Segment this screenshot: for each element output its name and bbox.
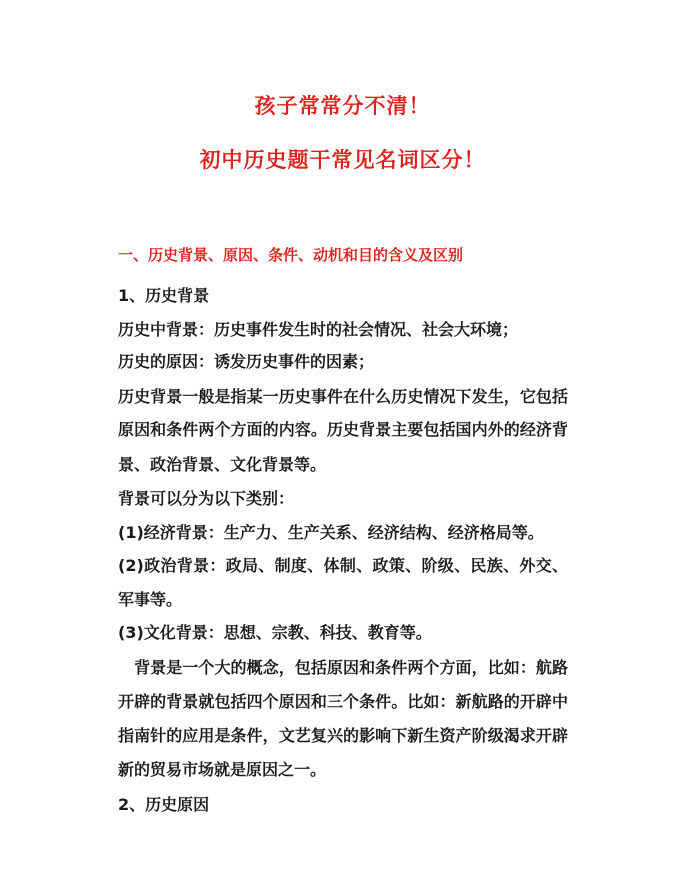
paragraph-line: 原因和条件两个方面的内容。历史背景主要包括国内外的经济背 (118, 420, 568, 439)
list-item-cultural: (3)文化背景：思想、宗教、科技、教育等。 (118, 623, 432, 642)
page-title-line-2: 初中历史题干常见名词区分！ (199, 148, 486, 172)
paragraph-line: 背景是一个大的概念，包括原因和条件两个方面，比如：航路 (118, 658, 568, 677)
list-item-economic: (1)经济背景：生产力、生产关系、经济结构、经济格局等。 (118, 523, 544, 542)
paragraph-line: 历史的原因：诱发历史事件的因素； (118, 352, 375, 371)
list-item-political: (2)政治背景：政局、制度、体制、政策、阶级、民族、外交、 (118, 556, 568, 575)
paragraph-line: 指南针的应用是条件，文艺复兴的影响下新生资产阶级渴求开辟 (118, 726, 568, 745)
page-title-line-1: 孩子常常分不清！ (254, 94, 431, 118)
paragraph-line: 背景可以分为以下类别： (118, 489, 295, 508)
subheading-history-background: 1、历史背景 (118, 286, 210, 305)
subheading-history-cause: 2、历史原因 (118, 795, 210, 814)
paragraph-line: 景、政治背景、文化背景等。 (118, 455, 327, 474)
paragraph-line: 新的贸易市场就是原因之一。 (118, 760, 327, 779)
paragraph-line: 开辟的背景就包括四个原因和三个条件。比如：新航路的开辟中 (118, 692, 568, 711)
section-heading: 一、历史背景、原因、条件、动机和目的含义及区别 (118, 246, 464, 264)
paragraph-line: 历史中背景：历史事件发生时的社会情况、社会大环境； (118, 320, 519, 339)
list-item-political-cont: 军事等。 (118, 590, 183, 609)
paragraph-line: 历史背景一般是指某一历史事件在什么历史情况下发生，它包括 (118, 387, 568, 406)
